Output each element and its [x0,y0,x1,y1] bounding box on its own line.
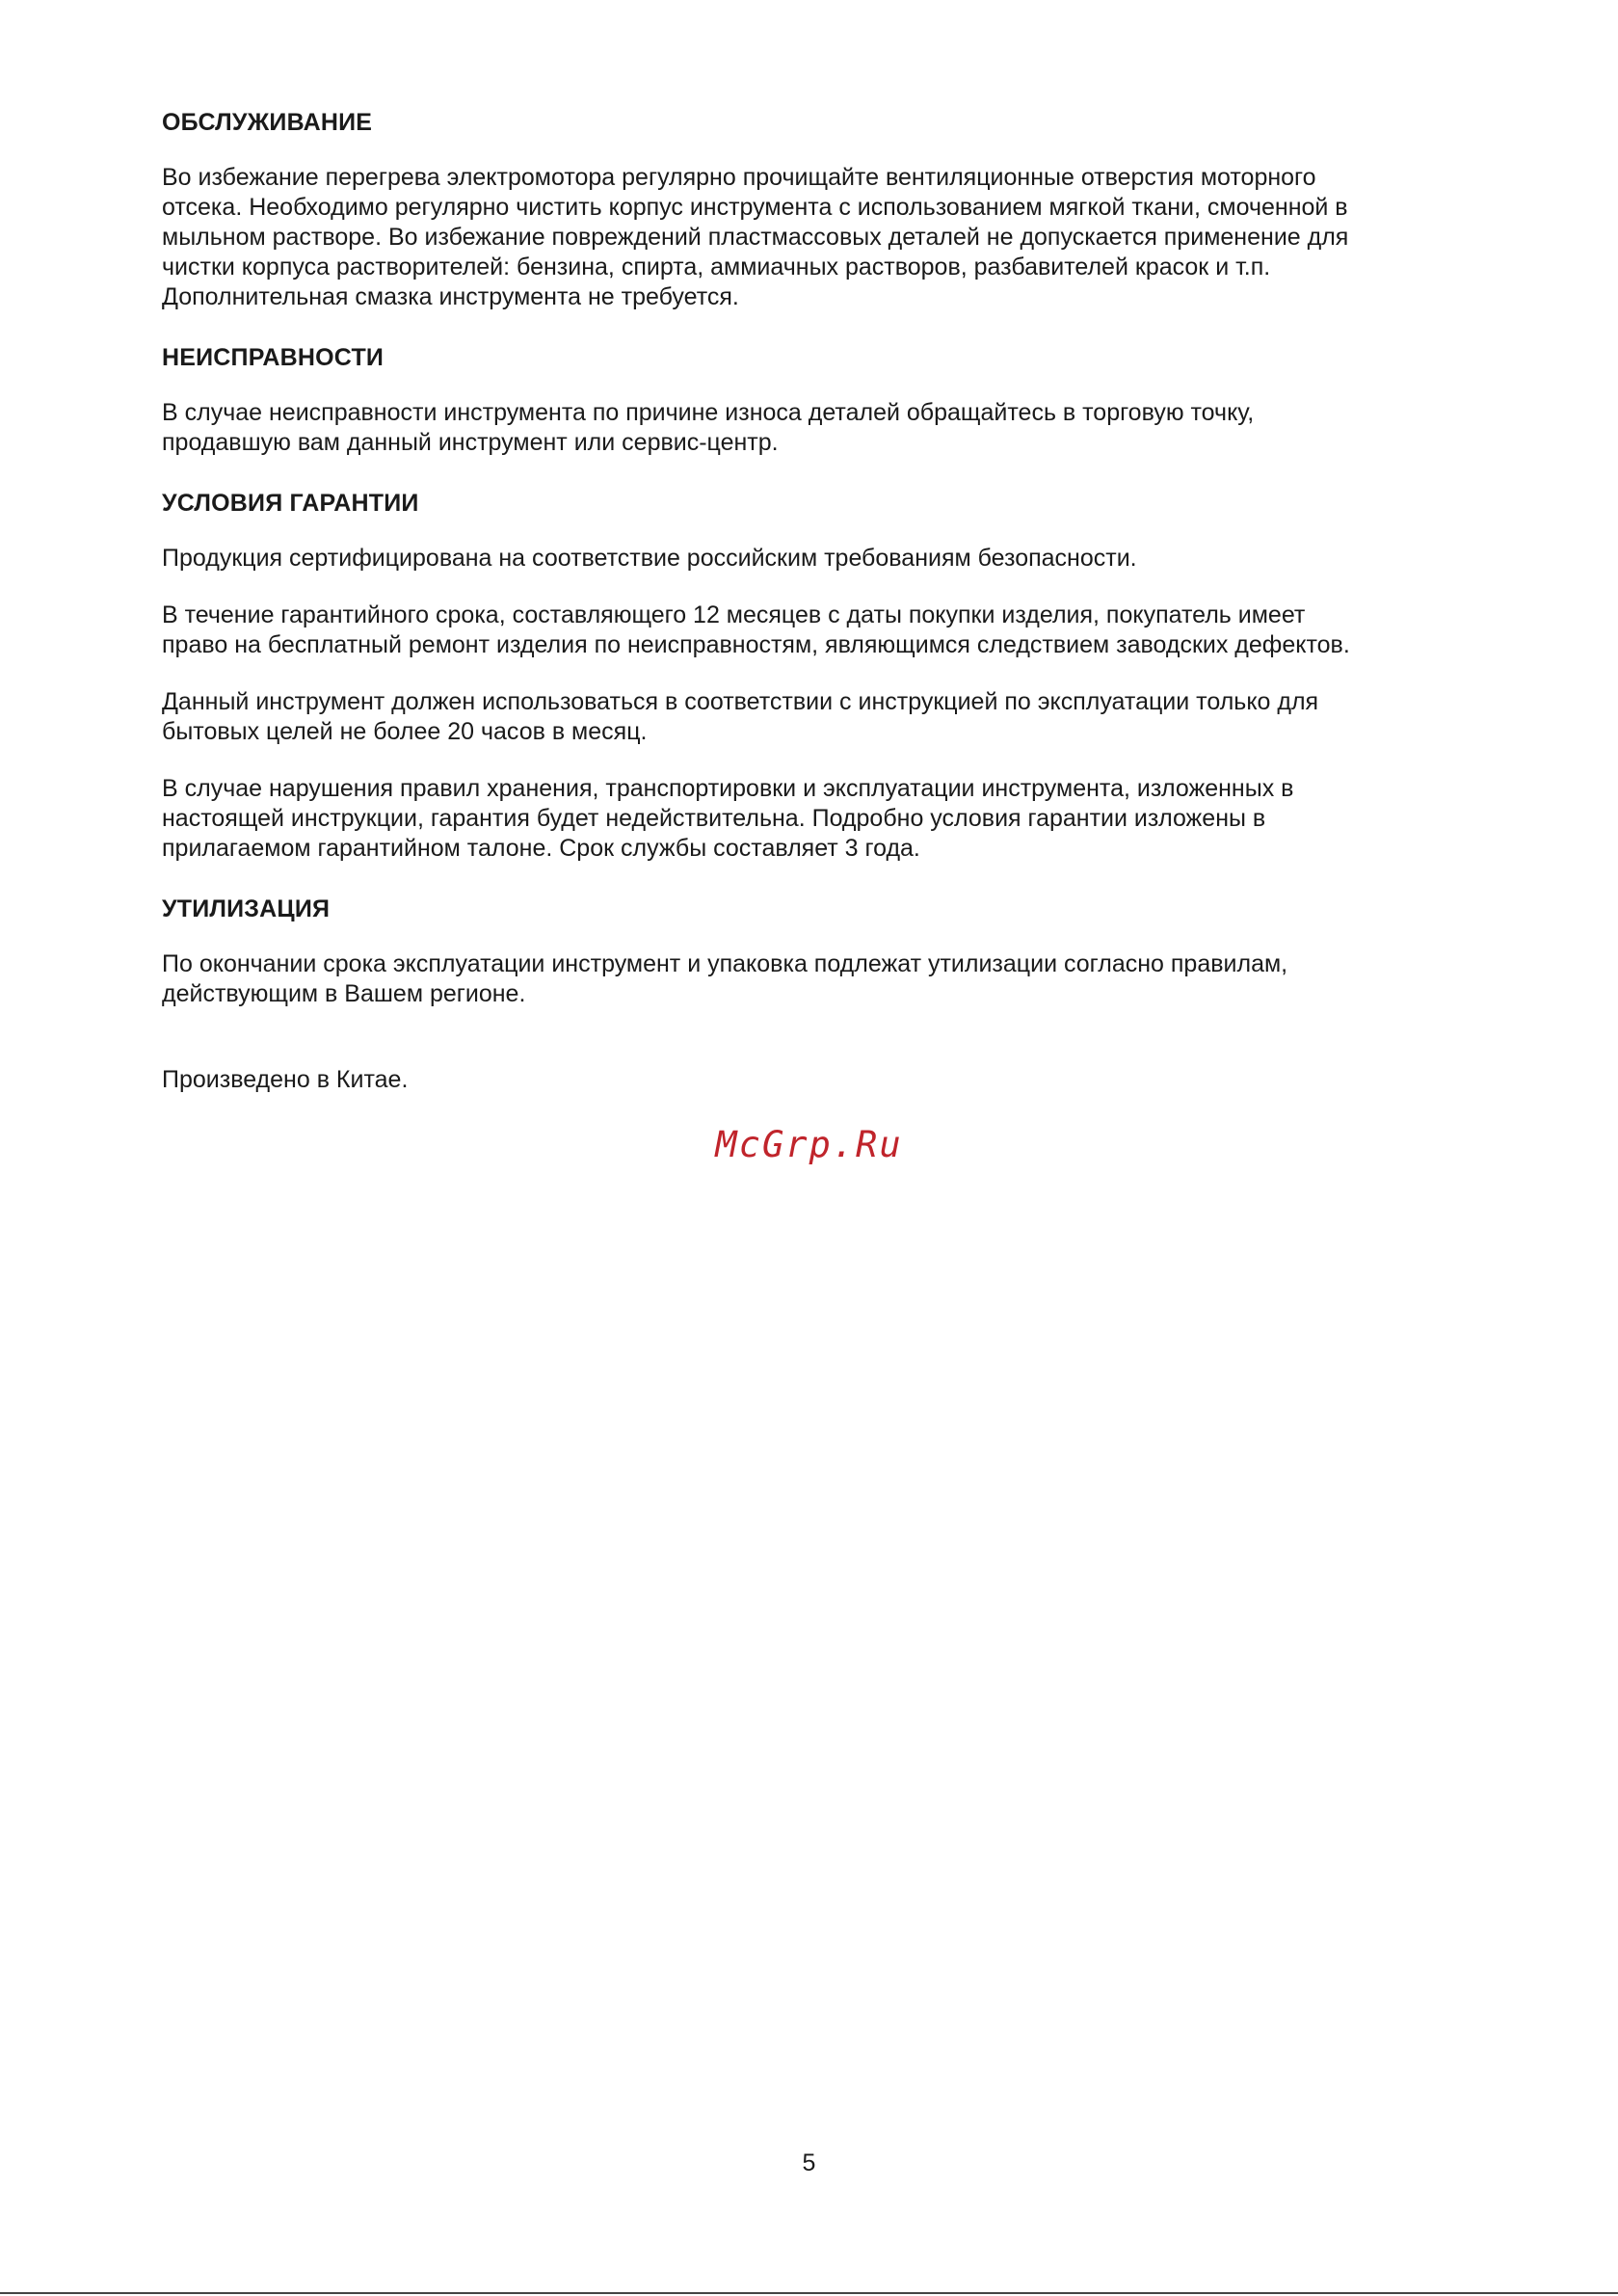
section-warranty [162,489,1472,864]
section-heading: УСЛОВИЯ ГАРАНТИИ [162,490,419,517]
bottom-divider [0,2292,1618,2294]
section-paragraph: По окончании срока эксплуатации инструмент и упаковка подлежат утилизации согласно правилам, действующим в Вашем регионе. [162,950,1288,1007]
section-maintenance [162,108,1472,312]
watermark-logo: McGrp.Ru [715,1124,903,1165]
section-heading: НЕИСПРАВНОСТИ [162,344,385,371]
section-paragraph: В течение гарантийного срока, составляющего 12 месяцев с даты покупки изделия, покупатель имеет право на бесплатный ремонт изделия по неисправностям, являющимся следствием заводских дефектов. [162,601,1350,658]
section-paragraph: Во избежание перегрева электромотора регулярно прочищайте вентиляционные отверстия моторного отсека. Необходимо регулярно чистить корпус инструмента с использованием мягкой ткани, смоченной в мыльном растворе. Во избежание повреждений пластмассовых деталей не допускается применение для чистки корпуса растворителей: бензина, спирта, аммиачных растворов, разбавителей красок и т.п. Дополнительная смазка инструмента не требуется. [162,164,1349,310]
made-in-note: Произведено в Китае. [162,1066,409,1093]
section-paragraph: Продукция сертифицирована на соответствие российским требованиям безопасности. [162,545,1137,572]
document-page [162,108,1472,1095]
section-malfunctions [162,343,1472,458]
section-paragraph: В случае неисправности инструмента по причине износа деталей обращайтесь в торговую точку, продавшую вам данный инструмент или сервис-центр. [162,399,1255,456]
section-paragraph: Данный инструмент должен использоваться в соответствии с инструкцией по эксплуатации только для бытовых целей не более 20 часов в месяц. [162,688,1319,745]
section-disposal [162,894,1472,1009]
section-heading: УТИЛИЗАЦИЯ [162,895,331,922]
section-paragraph: В случае нарушения правил хранения, транспортировки и эксплуатации инструмента, изложенных в настоящей инструкции, гарантия будет недействительна. Подробно условия гарантии изложены в прилагаемом гарантийном талоне. Срок службы составляет 3 года. [162,775,1294,862]
page-number: 5 [802,2149,816,2176]
section-heading: ОБСЛУЖИВАНИЕ [162,109,373,136]
